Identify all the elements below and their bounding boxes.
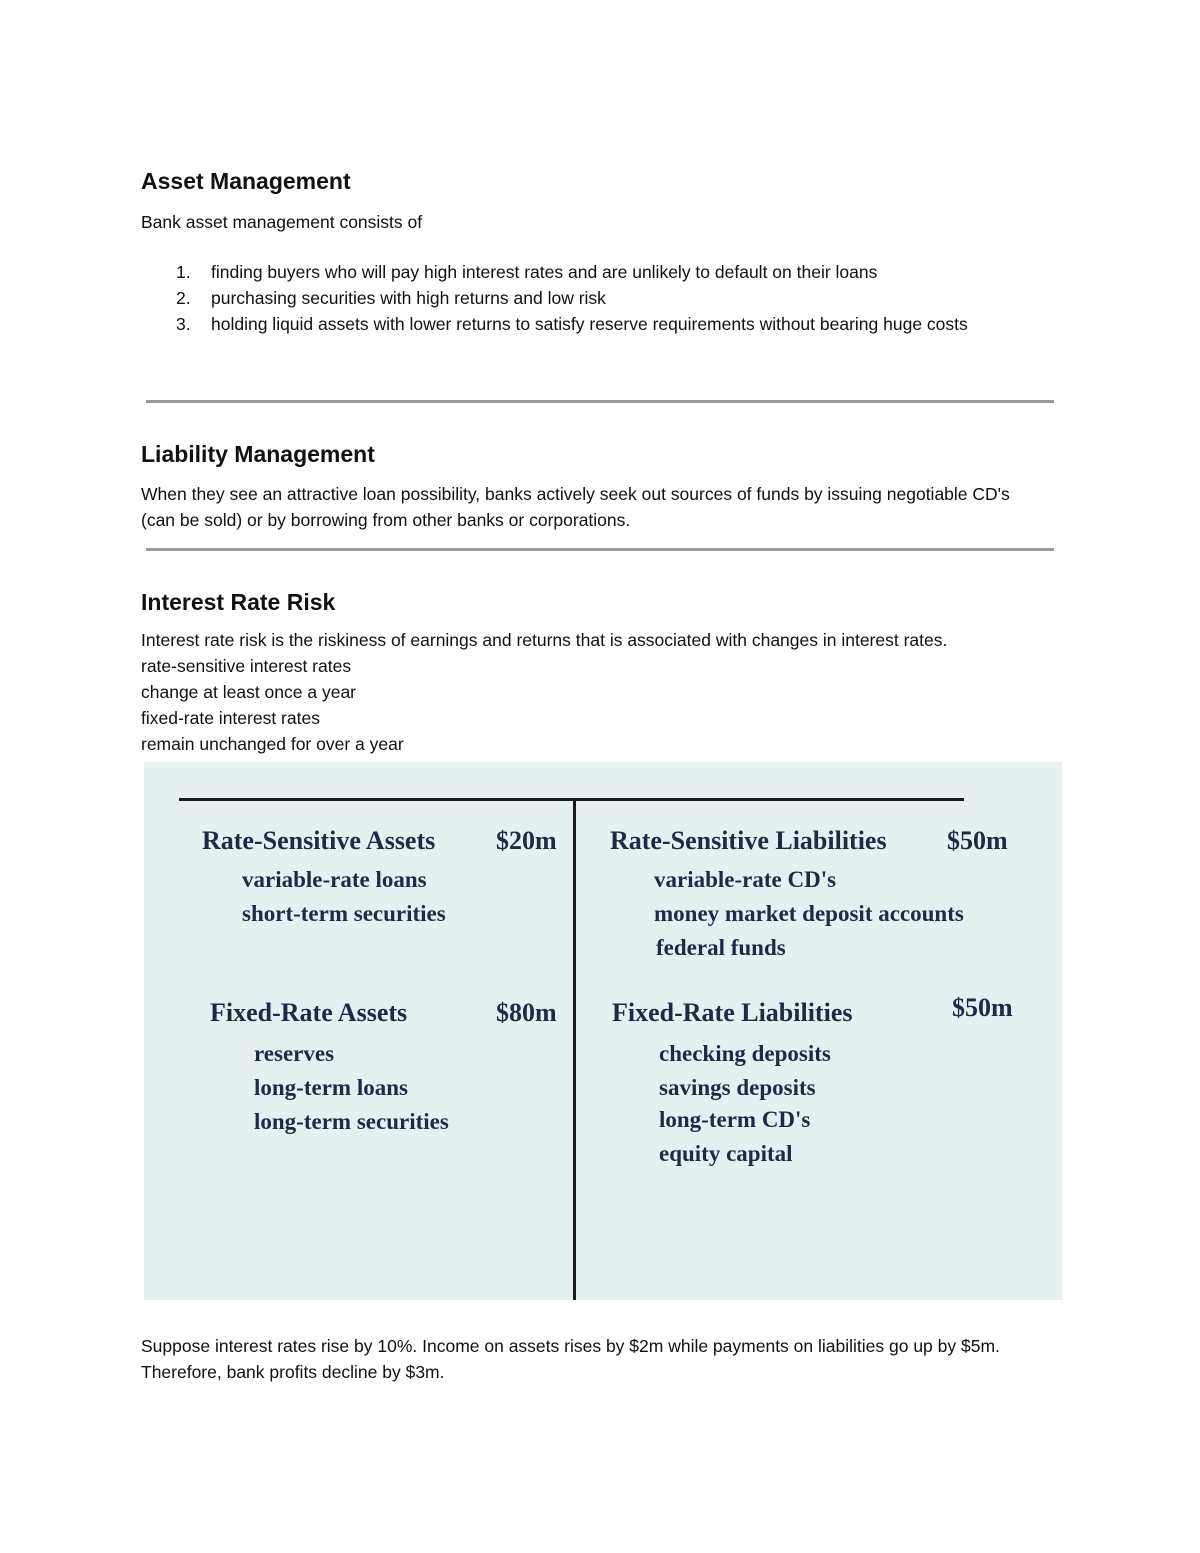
list-number: 2. — [176, 288, 191, 308]
liability-management-heading: Liability Management — [141, 441, 375, 467]
rate-sensitive-asset-item: short-term securities — [242, 901, 446, 926]
rate-sensitive-definition: change at least once a year — [141, 682, 357, 702]
fixed-rate-liabilities-title: Fixed-Rate Liabilities — [612, 998, 853, 1027]
list-item-text: finding buyers who will pay high interest rates and are unlikely to default on their loans — [211, 262, 878, 282]
fixed-rate-liability-item: checking deposits — [659, 1041, 831, 1066]
rate-sensitive-liability-item: variable-rate CD's — [654, 867, 837, 892]
interest-rate-risk-definition: Interest rate risk is the riskiness of earnings and returns that is associated with changes in interest rates. — [141, 630, 948, 650]
conclusion-paragraph: Suppose interest rates rise by 10%. Income on assets rises by $2m while payments on liabilities go up by $5m. Therefore, bank profits decline by $3m. — [141, 1336, 1000, 1382]
rate-sensitive-assets-title: Rate-Sensitive Assets — [202, 826, 436, 855]
asset-management-intro: Bank asset management consists of — [141, 212, 423, 232]
list-number: 1. — [176, 262, 191, 282]
fixed-rate-asset-item: reserves — [254, 1041, 335, 1066]
fixed-rate-definition: remain unchanged for over a year — [141, 734, 404, 754]
t-account-figure — [144, 762, 1062, 1300]
fixed-rate-liability-item: equity capital — [659, 1141, 793, 1166]
rate-sensitive-assets-amount: $20m — [496, 826, 557, 855]
asset-management-list — [176, 259, 1036, 337]
rate-sensitive-liabilities-title: Rate-Sensitive Liabilities — [610, 826, 887, 855]
list-item — [176, 285, 1036, 311]
liability-management-body: When they see an attractive loan possibility, banks actively seek out sources of funds by issuing negotiable CD's (can be sold) or by borrowing from other banks or corporations. — [141, 484, 1010, 530]
fixed-rate-asset-item: long-term securities — [254, 1109, 449, 1134]
rate-sensitive-asset-item: variable-rate loans — [242, 867, 427, 892]
list-number: 3. — [176, 314, 191, 334]
t-account-top-line — [179, 798, 964, 801]
interest-rate-risk-heading: Interest Rate Risk — [141, 589, 336, 615]
fixed-rate-term: fixed-rate interest rates — [141, 708, 320, 728]
rate-sensitive-liability-item: money market deposit accounts — [654, 901, 964, 926]
list-item — [176, 311, 1036, 337]
rate-sensitive-liability-item: federal funds — [656, 935, 786, 960]
asset-management-heading: Asset Management — [141, 168, 351, 194]
t-account-center-line — [573, 800, 576, 1300]
fixed-rate-assets-title: Fixed-Rate Assets — [210, 998, 408, 1027]
list-item — [176, 259, 1036, 285]
list-item-text: purchasing securities with high returns and low risk — [211, 288, 606, 308]
fixed-rate-asset-item: long-term loans — [254, 1075, 408, 1100]
fixed-rate-liability-item: long-term CD's — [659, 1107, 811, 1132]
fixed-rate-liabilities-amount: $50m — [952, 993, 1013, 1022]
fixed-rate-liability-item: savings deposits — [659, 1075, 816, 1100]
list-item-text: holding liquid assets with lower returns to satisfy reserve requirements without bearing huge costs — [211, 314, 968, 334]
section-divider — [146, 548, 1054, 551]
section-divider — [146, 400, 1054, 403]
fixed-rate-assets-amount: $80m — [496, 998, 557, 1027]
rate-sensitive-term: rate-sensitive interest rates — [141, 656, 352, 676]
rate-sensitive-liabilities-amount: $50m — [947, 826, 1008, 855]
